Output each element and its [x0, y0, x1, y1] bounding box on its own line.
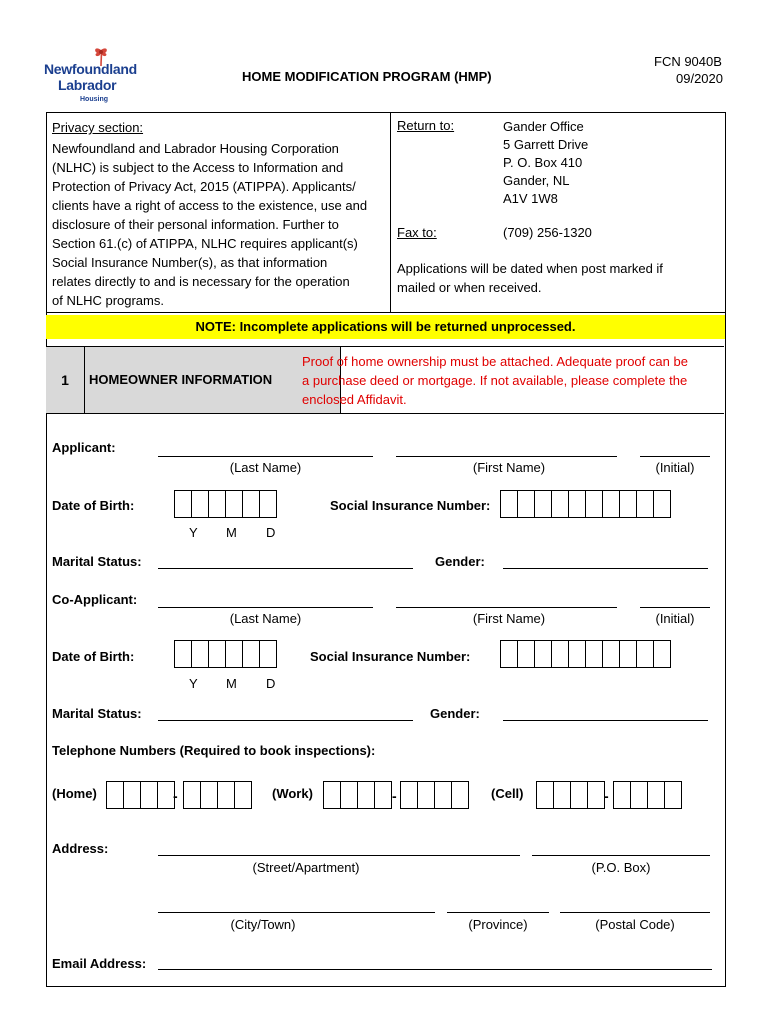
co-sin-boxes[interactable] — [500, 640, 670, 668]
return-note: Applications will be dated when post marked if mailed or when received. — [397, 261, 663, 295]
fax-number: (709) 256-1320 — [503, 225, 592, 240]
return-address: Gander Office 5 Garrett Drive P. O. Box 410 Gander, NL A1V 1W8 — [503, 119, 589, 206]
co-dob-m: M — [226, 676, 237, 691]
co-dob-y: Y — [189, 676, 198, 691]
section-title: HOMEOWNER INFORMATION — [85, 347, 341, 413]
co-marital-label: Marital Status: — [52, 706, 142, 721]
applicant-first-name-field[interactable] — [396, 456, 617, 457]
work-label: (Work) — [272, 786, 313, 801]
privacy-heading: Privacy section: — [52, 120, 144, 135]
privacy-text: Newfoundland and Labrador Housing Corporation (NLHC) is subject to the Access to Information and Protection of Privacy Act, 2015 (ATIPPA). Applicants/ clients have a right of access to the existence, use and disclosure of their personal information. Further to Section 61.(c) of ATIPPA, NLHC requires applicant(s) Social Insurance Number(s), as that information relates directly to and is necessary for the operation of NLHC programs. — [52, 141, 368, 308]
form-date: 09/2020 — [676, 71, 723, 86]
initial-caption: (Initial) — [655, 460, 695, 475]
co-first-name-field[interactable] — [396, 607, 617, 608]
sin-label: Social Insurance Number: — [330, 498, 491, 513]
applicant-initial-field[interactable] — [640, 456, 710, 457]
section-header — [46, 346, 724, 414]
co-gender-field[interactable] — [503, 720, 708, 721]
incomplete-note: NOTE: Incomplete applications will be returned unprocessed. — [46, 315, 725, 339]
nlhc-logo — [44, 46, 137, 110]
co-initial-caption: (Initial) — [655, 611, 695, 626]
dob-m: M — [226, 525, 237, 540]
email-field[interactable] — [158, 969, 712, 970]
logo-line2: Labrador — [58, 77, 117, 93]
privacy-box — [46, 112, 391, 313]
province-caption: (Province) — [468, 917, 528, 932]
home-phone-boxes[interactable] — [106, 781, 251, 809]
postal-code-caption: (Postal Code) — [595, 917, 675, 932]
home-label: (Home) — [52, 786, 97, 801]
dob-d: D — [266, 525, 276, 540]
applicant-dob-boxes[interactable] — [174, 490, 276, 518]
gender-label: Gender: — [435, 554, 485, 569]
email-label: Email Address: — [52, 956, 147, 971]
first-name-caption: (First Name) — [472, 460, 546, 475]
applicant-gender-field[interactable] — [503, 568, 708, 569]
city-field[interactable] — [158, 912, 435, 913]
co-dob-label: Date of Birth: — [52, 649, 135, 664]
po-box-caption: (P.O. Box) — [591, 860, 651, 875]
work-dash: - — [392, 788, 397, 804]
co-first-name-caption: (First Name) — [472, 611, 546, 626]
ownership-proof-note: Proof of home ownership must be attached. Adequate proof can be a purchase deed or mortgage. If not available, please complete the enclosed Affidavit. — [302, 354, 688, 407]
form-code: FCN 9040B — [654, 54, 722, 69]
return-box — [391, 112, 725, 313]
applicant-label: Applicant: — [52, 440, 116, 455]
co-gender-label: Gender: — [430, 706, 480, 721]
province-field[interactable] — [447, 912, 549, 913]
co-last-name-field[interactable] — [158, 607, 373, 608]
cell-label: (Cell) — [491, 786, 524, 801]
co-sin-label: Social Insurance Number: — [310, 649, 471, 664]
return-label: Return to: — [397, 118, 455, 133]
city-caption: (City/Town) — [230, 917, 296, 932]
po-box-field[interactable] — [532, 855, 710, 856]
co-dob-d: D — [266, 676, 276, 691]
form-title: HOME MODIFICATION PROGRAM (HMP) — [242, 69, 492, 84]
applicant-sin-boxes[interactable] — [500, 490, 670, 518]
street-caption: (Street/Apartment) — [252, 860, 360, 875]
dob-y: Y — [189, 525, 198, 540]
co-initial-field[interactable] — [640, 607, 710, 608]
co-dob-boxes[interactable] — [174, 640, 276, 668]
last-name-caption: (Last Name) — [229, 460, 302, 475]
logo-line1: Newfoundland — [44, 61, 137, 77]
applicant-last-name-field[interactable] — [158, 456, 373, 457]
logo-line3: Housing — [80, 96, 108, 103]
street-field[interactable] — [158, 855, 520, 856]
telephone-heading: Telephone Numbers (Required to book inspections): — [52, 743, 376, 758]
home-dash: - — [173, 788, 178, 804]
section-number: 1 — [46, 347, 85, 413]
dob-label: Date of Birth: — [52, 498, 135, 513]
cell-dash: - — [604, 788, 609, 804]
marital-label: Marital Status: — [52, 554, 142, 569]
fax-label: Fax to: — [397, 225, 437, 240]
co-applicant-label: Co-Applicant: — [52, 592, 138, 607]
address-label: Address: — [52, 841, 109, 856]
applicant-marital-field[interactable] — [158, 568, 413, 569]
co-last-name-caption: (Last Name) — [229, 611, 302, 626]
co-marital-field[interactable] — [158, 720, 413, 721]
postal-code-field[interactable] — [560, 912, 710, 913]
